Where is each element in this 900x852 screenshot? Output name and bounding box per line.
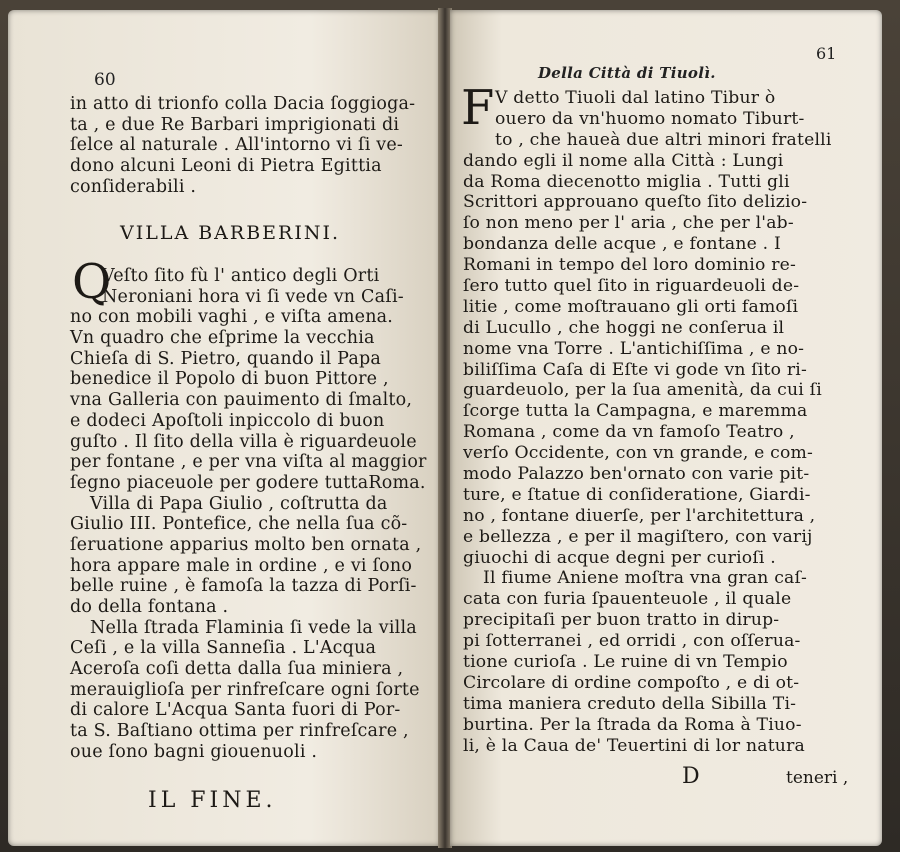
- colophon: IL FINE.: [148, 788, 277, 813]
- text-line: di Lucullo , che hoggi ne conſerua il: [463, 317, 785, 338]
- text-line: ſegno piaceuole per godere tuttaRoma.: [70, 472, 426, 493]
- text-line: li, è la Caua de' Teuertini di lor natura: [463, 735, 805, 756]
- text-line: Scrittori approuano queſto ſito delizio-: [463, 192, 808, 213]
- text-line: verſo Occidente, con vn grande, e com-: [463, 443, 814, 464]
- section-title: VILLA BARBERINI.: [120, 222, 341, 244]
- left-top-paragraph: [70, 94, 430, 197]
- text-line: e dodeci Apoſtoli inpiccolo di buon: [70, 410, 385, 431]
- text-line: conſiderabili .: [70, 176, 197, 197]
- text-line: vna Galleria con pauimento di ſmalto,: [70, 390, 413, 411]
- text-line: burtina. Per la ſtrada da Roma à Tiuo-: [463, 714, 802, 735]
- text-line: belle ruine , è famoſa la tazza di Porſi-: [70, 576, 417, 597]
- text-line: bondanza delle acque , e fontane . I: [463, 234, 782, 255]
- text-line: Nella ſtrada Flaminia ſi vede la villa: [90, 617, 417, 638]
- text-line: biliſſima Caſa di Eſte vi gode vn ſito ri-: [463, 359, 808, 380]
- text-line: Chieſa di S. Pietro, quando il Papa: [70, 348, 382, 369]
- text-line: modo Palazzo ben'ornato con varie pit-: [463, 464, 810, 485]
- text-line: ture, e ſtatue di conſideratione, Giardi-: [463, 484, 811, 505]
- text-line: precipitaſi per buon tratto in dirup-: [463, 610, 780, 631]
- left-page: [8, 10, 440, 846]
- text-line: ta , e due Re Barbari imprigionati di: [70, 114, 400, 135]
- text-line: ſelce al naturale . All'intorno vi ſi ve-: [70, 135, 404, 156]
- text-line: Neroniani hora vi ſi vede vn Caſi-: [102, 286, 404, 307]
- text-line: dono alcuni Leoni di Pietra Egittia: [70, 156, 382, 177]
- text-line: guardeuolo, per la ſua amenità, da cui ſi: [463, 380, 822, 401]
- right-body-text: [463, 88, 873, 757]
- text-line: ſcorge tutta la Campagna, e maremma: [463, 401, 808, 422]
- text-line: to , che haueà due altri minori fratelli: [495, 129, 832, 150]
- text-line: Il fiume Aniene moſtra vna gran caſ-: [483, 568, 808, 589]
- text-line: no con mobili vaghi , e viſta amena.: [70, 307, 394, 328]
- text-line: giuochi di acque degni per curioſi .: [463, 547, 776, 568]
- catchword: teneri ,: [786, 768, 849, 788]
- signature-mark: D: [682, 764, 700, 789]
- text-line: Circolare di ordine compoſto , e di ot-: [463, 672, 800, 693]
- text-line: Aceroſa coſi detta dalla ſua miniera ,: [70, 659, 404, 680]
- text-line: oue ſono bagni giouenuoli .: [70, 741, 318, 762]
- text-line: cata con furia ſpauenteuole , il quale: [463, 589, 792, 610]
- text-line: ſo non meno per l' aria , che per l'ab-: [463, 213, 794, 234]
- text-line: Romani in tempo del loro dominio re-: [463, 255, 797, 276]
- text-line: tima maniera creduto della Sibilla Ti-: [463, 693, 797, 714]
- text-line: litie , come moſtrauano gli orti famoſi: [463, 296, 799, 317]
- text-line: ta S. Baſtiano ottima per rinfreſcare ,: [70, 721, 409, 742]
- text-line: merauiglioſa per rinfreſcare ogni ſorte: [70, 679, 420, 700]
- text-line: e bellezza , e per il magiſtero, con varij: [463, 526, 813, 547]
- text-line: ouero da vn'huomo nomato Tiburt-: [495, 108, 805, 129]
- right-page-number: 61: [816, 44, 837, 63]
- text-line: Ceſi , e la villa Sanneſia . L'Acqua: [70, 638, 377, 659]
- text-line: ſeruatione apparius molto ben ornata ,: [70, 534, 422, 555]
- text-line: pi ſotterranei , ed orridi , con oſſerua-: [463, 631, 801, 652]
- text-line: Giulio III. Pontefice, che nella ſua cõ-: [70, 514, 408, 535]
- text-line: in atto di trionfo colla Dacia ſoggioga-: [70, 94, 416, 114]
- text-line: da Roma diecenotto miglia . Tutti gli: [463, 171, 790, 192]
- text-line: hora appare male in ordine , e vi ſono: [70, 555, 413, 576]
- text-line: Vn quadro che eſprime la vecchia: [70, 328, 375, 349]
- text-line: per fontane , e per vna viſta al maggior: [70, 452, 427, 473]
- text-line: dando egli il nome alla Città : Lungi: [463, 150, 784, 171]
- text-line: no , fontane diuerſe, per l'architettura ,: [463, 505, 816, 526]
- text-line: V detto Tiuoli dal latino Tibur ò: [495, 88, 776, 108]
- text-line: guſto . Il ſito della villa è riguardeuole: [70, 431, 417, 452]
- right-page: [450, 10, 882, 846]
- right-drop-cap: F: [461, 80, 495, 136]
- left-drop-cap: Q: [72, 254, 112, 310]
- text-line: Villa di Papa Giulio , coſtrutta da: [90, 493, 388, 514]
- text-line: benedice il Popolo di buon Pittore ,: [70, 369, 389, 390]
- text-line: do della fontana .: [70, 597, 229, 617]
- left-page-number: 60: [94, 70, 116, 90]
- text-line: nome vna Torre . L'antichiſſima , e no-: [463, 338, 805, 359]
- text-line: di calore L'Acqua Santa fuori di Por-: [70, 700, 401, 721]
- text-line: tione curioſa . Le ruine di vn Tempio: [463, 652, 788, 673]
- left-body-text: [70, 266, 430, 763]
- text-line: ſero tutto quel ſito in riguardeuoli de-: [463, 276, 800, 297]
- text-line: Romana , come da vn famoſo Teatro ,: [463, 422, 795, 443]
- running-head: Della Città di Tiuolì.: [538, 64, 716, 82]
- text-line: Veſto ſito fù l' antico degli Orti: [102, 266, 380, 286]
